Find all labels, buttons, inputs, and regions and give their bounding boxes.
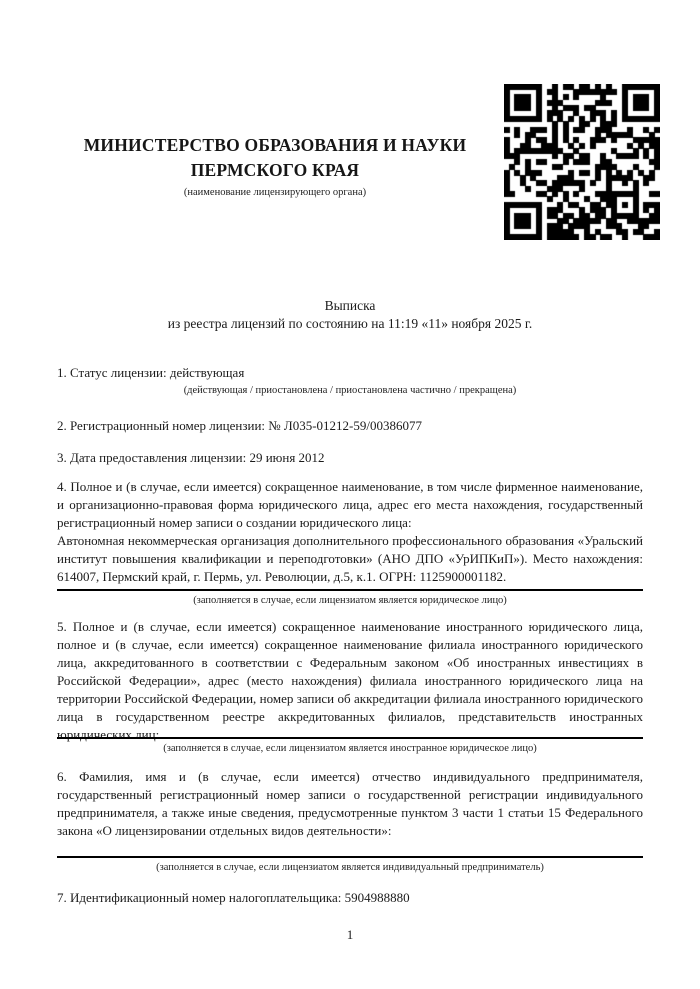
item-6-underline bbox=[57, 856, 643, 858]
item-1-caption: (действующая / приостановлена / приостановлена частично / прекращена) bbox=[183, 385, 517, 396]
document-title bbox=[57, 297, 643, 333]
item-1-license-status: 1. Статус лицензии: действующая bbox=[57, 365, 245, 380]
item-5-foreign-entity: 5. Полное и (в случае, если имеется) сокращенное наименование иностранного юридического лица, полное и (в случае, если имеется) сокращенное наименование филиала иностранного юридического лица, аккредитованного в соответствии с Федеральным законом «Об иностранных инвестициях в Российской Федерации», адрес (место нахождения) филиала иностранного юридического лица на территории Российской Федерации, номер записи об аккредитации филиала иностранного юридического лица в государственном реестре аккредитованных филиалов, представительств иностранных юридических лиц: bbox=[57, 619, 643, 742]
item-6-individual-entrepreneur: 6. Фамилия, имя и (в случае, если имеется) отчество индивидуального предпринимателя, государственный регистрационный номер записи о государственной регистрации индивидуального предпринимателя, а также иные сведения, предусмотренные пунктом 3 части 1 статьи 15 Федерального закона «О лицензировании отдельных видов деятельности»: bbox=[57, 769, 643, 838]
item-5-caption: (заполняется в случае, если лицензиатом является иностранное юридическое лицо) bbox=[163, 743, 537, 754]
item-2-registration-number: 2. Регистрационный номер лицензии: № Л035-01212-59/00386077 bbox=[57, 418, 423, 433]
ministry-name-line2: ПЕРМСКОГО КРАЯ bbox=[190, 160, 360, 180]
item-7-taxpayer-number: 7. Идентификационный номер налогоплательщика: 5904988880 bbox=[57, 890, 410, 905]
item-4-legal-entity bbox=[57, 478, 643, 586]
ministry-name-line1: МИНИСТЕРСТВО ОБРАЗОВАНИЯ И НАУКИ bbox=[83, 135, 467, 155]
document-title-line1: Выписка bbox=[324, 298, 376, 313]
item-4-value: Автономная некоммерческая организация дополнительного профессионального образования «Уральский институт повышения квалификации и переподготовки» (АНО ДПО «УрИПКиП»). Место нахождения: 614007, Пермский край, г. Пермь, ул. Революции, д.5, к.1. ОГРН: 1125900001182. bbox=[57, 533, 643, 584]
item-3-license-date: 3. Дата предоставления лицензии: 29 июня 2012 bbox=[57, 450, 325, 465]
ministry-name-caption: (наименование лицензирующего органа) bbox=[183, 187, 367, 198]
item-4-prompt: 4. Полное и (в случае, если имеется) сокращенное наименование, в том числе фирменное наименование, и организационно-правовая форма юридического лица, адрес его места нахождения, государственный регистрационный номер записи о создании юридического лица: bbox=[57, 479, 643, 530]
item-4-underline bbox=[57, 589, 643, 591]
item-6-caption: (заполняется в случае, если лицензиатом является индивидуальный предприниматель) bbox=[156, 862, 544, 873]
document-title-line2: из реестра лицензий по состоянию на 11:19 «11» ноября 2025 г. bbox=[167, 316, 533, 331]
page-number: 1 bbox=[346, 927, 354, 942]
qr-code bbox=[504, 84, 660, 240]
licensing-authority-header bbox=[40, 133, 510, 199]
item-5-underline bbox=[57, 737, 643, 739]
item-4-caption: (заполняется в случае, если лицензиатом является юридическое лицо) bbox=[193, 595, 507, 606]
